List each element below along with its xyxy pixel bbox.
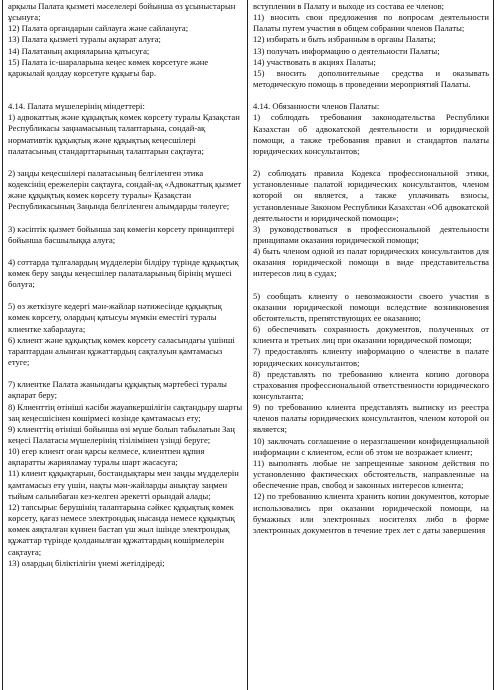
right-duty-item: 9) по требованию клиента представлять выписку из реестра членов палаты юридических консультантов, членом которой он является; xyxy=(253,402,489,435)
left-section-heading: 4.14. Палата мүшелерінің міндеттері: xyxy=(8,101,145,112)
right-top-item: 12) избирать и быть избранным в органы Палаты; xyxy=(253,34,436,45)
left-duty-item: 7) клиентке Палата жанындағы құқықтық мәртебесі туралы ақпарат беру; xyxy=(8,379,227,401)
right-top-item: 11) вносить свои предложения по вопросам деятельности Палаты путем участия в общем собрании членов Палаты; xyxy=(253,12,489,34)
left-top-item: 12) Палата органдарын сайлауға және сайлануға; xyxy=(8,23,189,34)
right-duty-item: 12) по требованию клиента хранить копии документов, которые использовались при оказании юридической помощи, на бумажных или электронных носителях либо в форме электронных документов в течение трех лет с даты завершения xyxy=(253,491,489,535)
left-duty-item: 1) адвокаттық және құқықтық көмек көрсету туралы Қазақстан Республикасы заңнамасының талаптарына, сондай-ақ нормативтік құқықтық және құқықтық кеңесшілері палатасының стандарттарының талаптарын сақтауға; xyxy=(8,112,240,156)
right-duty-item: 1) соблюдать требования законодательства Республики Казахстан об адвокатской деятельности и юридической помощи, а также требования правил и стандартов палаты юридических консультантов; xyxy=(253,112,489,156)
right-duty-item: 10) заключать соглашение о неразглашении конфиденциальной информации с клиентом, если об этом не возражает клиент; xyxy=(253,435,489,457)
right-duty-item: 4) быть членом одной из палат юридических консультантов для оказания юридической помощи в виде представительства интересов лиц в судах; xyxy=(253,246,489,279)
right-duty-item: 11) выполнять любые не запрещенные законом действия по установлению фактических обстоятельств, направленные на обеспечение прав, свобод и законных интересов клиента; xyxy=(253,457,489,491)
left-duty-item: 8) Клиенттің өтініші кәсіби жауапкершілігін сақтандыру шарты заң кеңесшісінен көшірмесі көзінде қамтамасыз ету; xyxy=(8,401,243,423)
left-duty-item: 5) өз жеткізуге кедергі мән-жайлар нәтижесінде құқықтық көмек көрсету, олардың қатысуы мүмкін еместігі туралы клиентке хабарлауға; xyxy=(8,301,222,334)
russian-column xyxy=(248,0,493,690)
kazakh-column xyxy=(3,0,248,690)
right-duty-item: 3) руководствоваться в профессиональной деятельности принципами оказания юридической помощи; xyxy=(253,223,489,245)
right-section-heading: 4.14. Обязанности членов Палаты: xyxy=(253,101,380,112)
left-top-item: 13) Палата қызметі туралы ақпарат алуға; xyxy=(8,34,161,45)
right-duty-item: 5) сообщать клиенту о невозможности своего участия в оказании юридической помощи вследствие возникновения обстоятельств, препятствующих ее оказанию; xyxy=(253,290,489,323)
left-duty-item: 10) егер клиент оған қарсы келмесе, клиентпен құпия ақпаратты жарияламау туралы шарт жасасуға; xyxy=(8,446,205,468)
right-duty-item: 6) обеспечивать сохранность документов, полученных от клиента и третьих лиц при оказании юридической помощи; xyxy=(253,324,489,346)
left-duty-item: 4) соттарда тұлғалардың мүдделерін білдіру түрінде құқықтық көмек беру заңды кеңесшілер палаталарының бірінің мүшесі болуға; xyxy=(8,256,239,290)
right-duty-item: 2) соблюдать правила Кодекса профессиональной этики, установленные палатой юридических консультантов, членом которой он является, а также уплачивать взносы, установленные Законом Республики Казахстан «Об адвокатской деятельности и юридической помощи»; xyxy=(253,168,489,223)
left-duty-item: 11) клиент құқықтарын, бостандықтары мен заңды мүдделерін қамтамасыз ету үшін, нақты мән-жайларды анықтау заңмен тыйым салынбаған кез-келген әрекетті орындай алады; xyxy=(8,468,239,501)
left-duty-item: 9) клиенттің өтініші бойынша өзі мүше болып табылатын Заң кеңесі Палатасы мүшелерінің тізілімінен үзінді беруге; xyxy=(8,423,235,445)
left-top-item: 14) Палатаның акцияларына қатысуға; xyxy=(8,45,150,56)
right-duty-item: 8) представлять по требованию клиента копию договора страхования профессиональной ответственности юридического консультанта; xyxy=(253,368,489,401)
left-duty-item: 2) заңды кеңесшілері палатасының белгіленген этика кодексінің ережелерін сақтауға, сондай-ақ «Адвокаттық қызмет және құқықтық көмек көрсету туралы» Қазақстан Республикасының Заңында белгіленген алымдарды төлеуге; xyxy=(8,167,242,212)
right-top-item: 15) вносить дополнительные средства и оказывать методическую помощь в проведении мероприятий Палаты. xyxy=(253,67,489,90)
bilingual-table xyxy=(2,0,494,690)
right-duty-item: 7) предоставлять клиенту информацию о членстве в палате юридических консультантов; xyxy=(253,346,489,368)
right-top-item: 14) участвовать в акциях Палаты; xyxy=(253,56,376,67)
left-top-item: 15) Палата іс-шараларына кеңес көмек көрсетуге және қаржылай қолдау көрсетуге құқығы бар. xyxy=(8,56,209,78)
left-top-item: арқылы Палата қызметі мәселелері бойынша өз ұсыныстарын ұсынуға; xyxy=(8,1,236,23)
right-top-item: вступлении в Палату и выходе из состава ее членов; xyxy=(253,1,445,11)
left-duty-item: 13) олардың біліктілігін үнемі жетілдіреді; xyxy=(8,557,165,568)
right-top-item: 13) получать информацию о деятельности Палаты; xyxy=(253,45,440,56)
left-duty-item: 12) тапсырыс берушінің талаптарына сәйкес құқықтық көмек көрсету, қағаз немесе электрондық нысанда немесе құқықтық көмек аяқталған күннен бастап үш жыл ішінде электрондық құжаттар түрінде қолданылған құжаттардың көшірмелерін сақтауға; xyxy=(8,501,235,557)
left-duty-item: 6) клиент және құқықтық көмек көрсету саласындағы үшінші тараптардан алынған құжаттардың сақталуын қамтамасыз етуге; xyxy=(8,334,235,368)
left-duty-item: 3) кәсіптік қызмет бойынша заң көмегін көрсету принциптері бойынша басшылыққа алуға; xyxy=(8,223,235,245)
